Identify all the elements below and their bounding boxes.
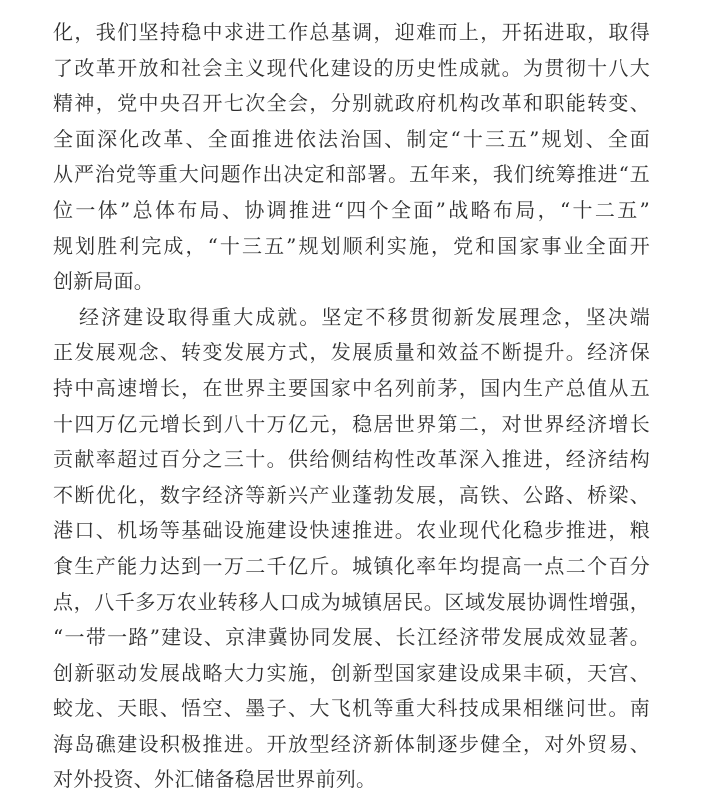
text-line: 贡献率超过百分之三十。供给侧结构性改革深入推进，经济结构 [53,447,650,472]
paragraph-overview [53,15,650,300]
text-line: 位一体”总体布局、协调推进“四个全面”战略布局，“十二五” [53,197,650,222]
text-line: 海岛礁建设积极推进。开放型经济新体制逐步健全，对外贸易、 [53,731,650,756]
text-line: 创新驱动发展战略大力实施，创新型国家建设成果丰硕，天宫、 [53,660,650,685]
text-line: 经济建设取得重大成就。坚定不移贯彻新发展理念，坚决端 [79,304,650,329]
text-line: 全面深化改革、全面推进依法治国、制定“十三五”规划、全面 [53,126,650,151]
text-line: 持中高速增长，在世界主要国家中名列前茅，国内生产总值从五 [53,375,650,400]
text-line: 规划胜利完成，“十三五”规划顺利实施，党和国家事业全面开 [53,233,650,258]
text-line: 食生产能力达到一万二千亿斤。城镇化率年均提高一点二个百分 [53,553,650,578]
text-line: 了改革开放和社会主义现代化建设的历史性成就。为贯彻十八大 [53,55,650,80]
text-line: 正发展观念、转变发展方式，发展质量和效益不断提升。经济保 [53,340,650,365]
text-line: 不断优化，数字经济等新兴产业蓬勃发展，高铁、公路、桥梁、 [53,482,650,507]
paragraph-economy [53,300,650,798]
text-line: “一带一路”建设、京津冀协同发展、长江经济带发展成效显著。 [53,625,650,650]
text-line: 化，我们坚持稳中求进工作总基调，迎难而上，开拓进取，取得 [53,20,650,44]
text-line: 十四万亿元增长到八十万亿元，稳居世界第二，对世界经济增长 [53,411,650,436]
text-line: 精神，党中央召开七次全会，分别就政府机构改革和职能转变、 [53,91,650,116]
text-line: 对外投资、外汇储备稳居世界前列。 [53,767,377,792]
text-line: 港口、机场等基础设施建设快速推进。农业现代化稳步推进，粮 [53,518,650,543]
text-line: 从严治党等重大问题作出决定和部署。五年来，我们统筹推进“五 [53,162,650,187]
text-line: 创新局面。 [53,269,154,294]
text-line: 蛟龙、天眼、悟空、墨子、大飞机等重大科技成果相继问世。南 [53,696,650,721]
text-line: 点，八千多万农业转移人口成为城镇居民。区域发展协调性增强， [53,589,650,614]
